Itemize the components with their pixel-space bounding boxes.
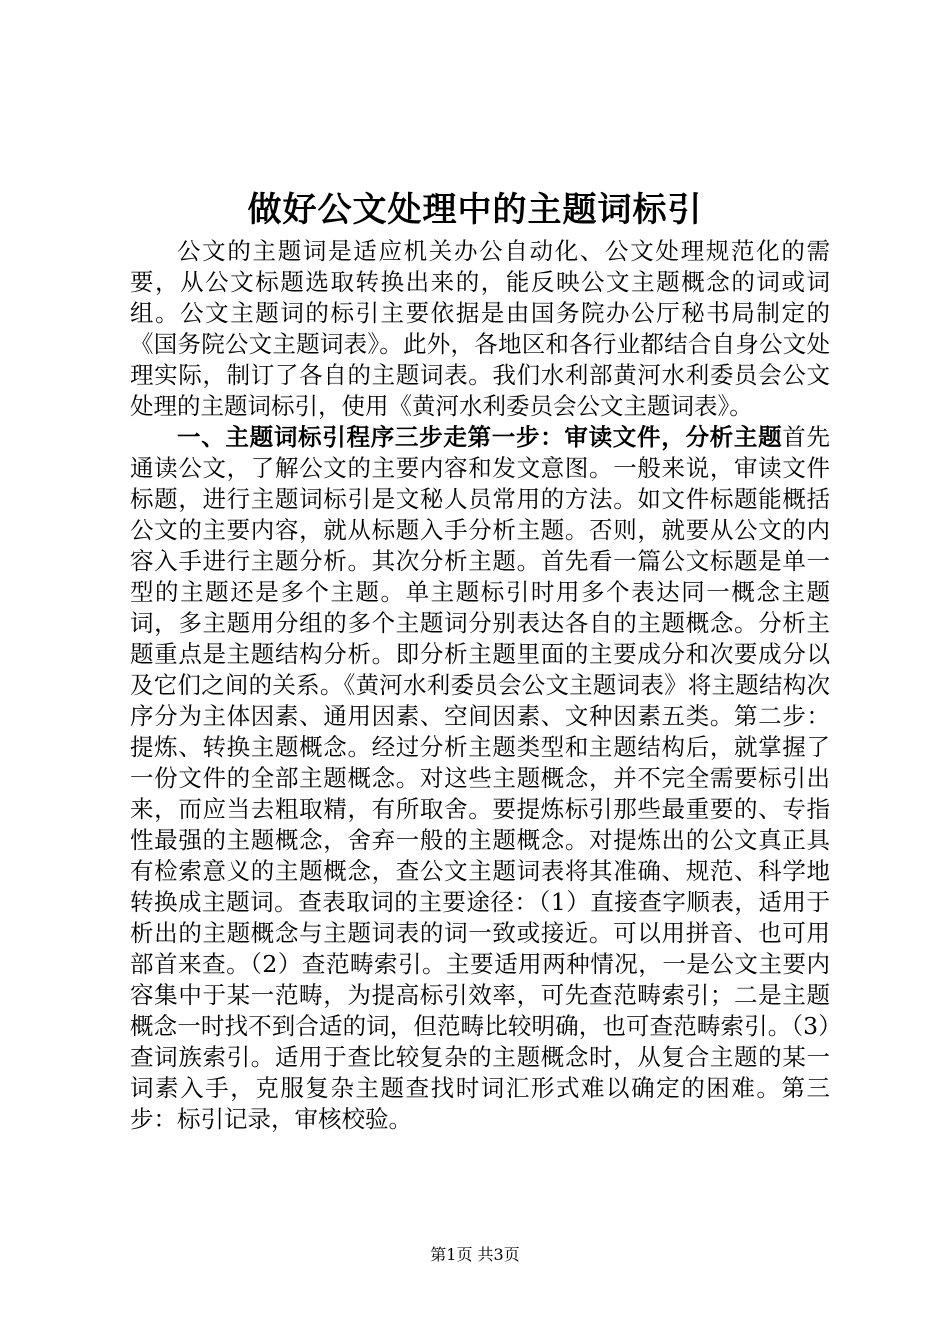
section-heading: 一、主题词标引程序三步走第一步：审读文件，分析主题 bbox=[177, 423, 783, 451]
page-number: 第1页 共3页 bbox=[430, 1245, 520, 1264]
paragraph-intro-text: 公文的主题词是适应机关办公自动化、公文处理规范化的需要，从公文标题选取转换出来的，能反映公文主题概念的词或词组。公文主题词的标引主要依据是由国务院办公厅秘书局制定的《国务院公文主题词表》。此外，各地区和各行业都结合自身公文处理实际，制订了各自的主题词表。我们水利部黄河水利委员会公文处理的主题词标引，使用《黄河水利委员会公文主题词表》。 bbox=[130, 237, 830, 420]
paragraph-intro bbox=[130, 236, 830, 422]
paragraph-section-one bbox=[130, 422, 830, 1135]
document-body bbox=[130, 236, 830, 1135]
document-title: 做好公文处理中的主题词标引 bbox=[247, 190, 703, 230]
paragraph-section-one-text: 首先通读公文，了解公文的主要内容和发文意图。一般来说，审读文件标题，进行主题词标引是文秘人员常用的方法。如文件标题能概括公文的主要内容，就从标题入手分析主题。否则，就要从公文的内容入手进行主题分析。其次分析主题。首先看一篇公文标题是单一型的主题还是多个主题。单主题标引时用多个表达同一概念主题词，多主题用分组的多个主题词分别表达各自的主题概念。分析主题重点是主题结构分析。即分析主题里面的主要成分和次要成分以及它们之间的关系。《黄河水利委员会公文主题词表》将主题结构次序分为主体因素、通用因素、空间因素、文种因素五类。第二步：提炼、转换主题概念。经过分析主题类型和主题结构后，就掌握了一份文件的全部主题概念。对这些主题概念，并不完全需要标引出来，而应当去粗取精，有所取舍。要提炼标引那些最重要的、专指性最强的主题概念，舍弃一般的主题概念。对提炼出的公文真正具有检索意义的主题概念，查公文主题词表将其准确、规范、科学地转换成主题词。查表取词的主要途径：（1）直接查字顺表，适用于析出的主题概念与主题词表的词一致或接近。可以用拼音、也可用部首来查。（2）查范畴索引。主要适用两种情况，一是公文主要内容集中于某一范畴，为提高标引效率，可先查范畴索引；二是主题概念一时找不到合适的词，但范畴比较明确，也可查范畴索引。（3）查词族索引。适用于查比较复杂的主题概念时，从复合主题的某一词素入手，克服复杂主题查找时词汇形式难以确定的困难。第三步：标引记录，审核校验。 bbox=[130, 423, 831, 1133]
